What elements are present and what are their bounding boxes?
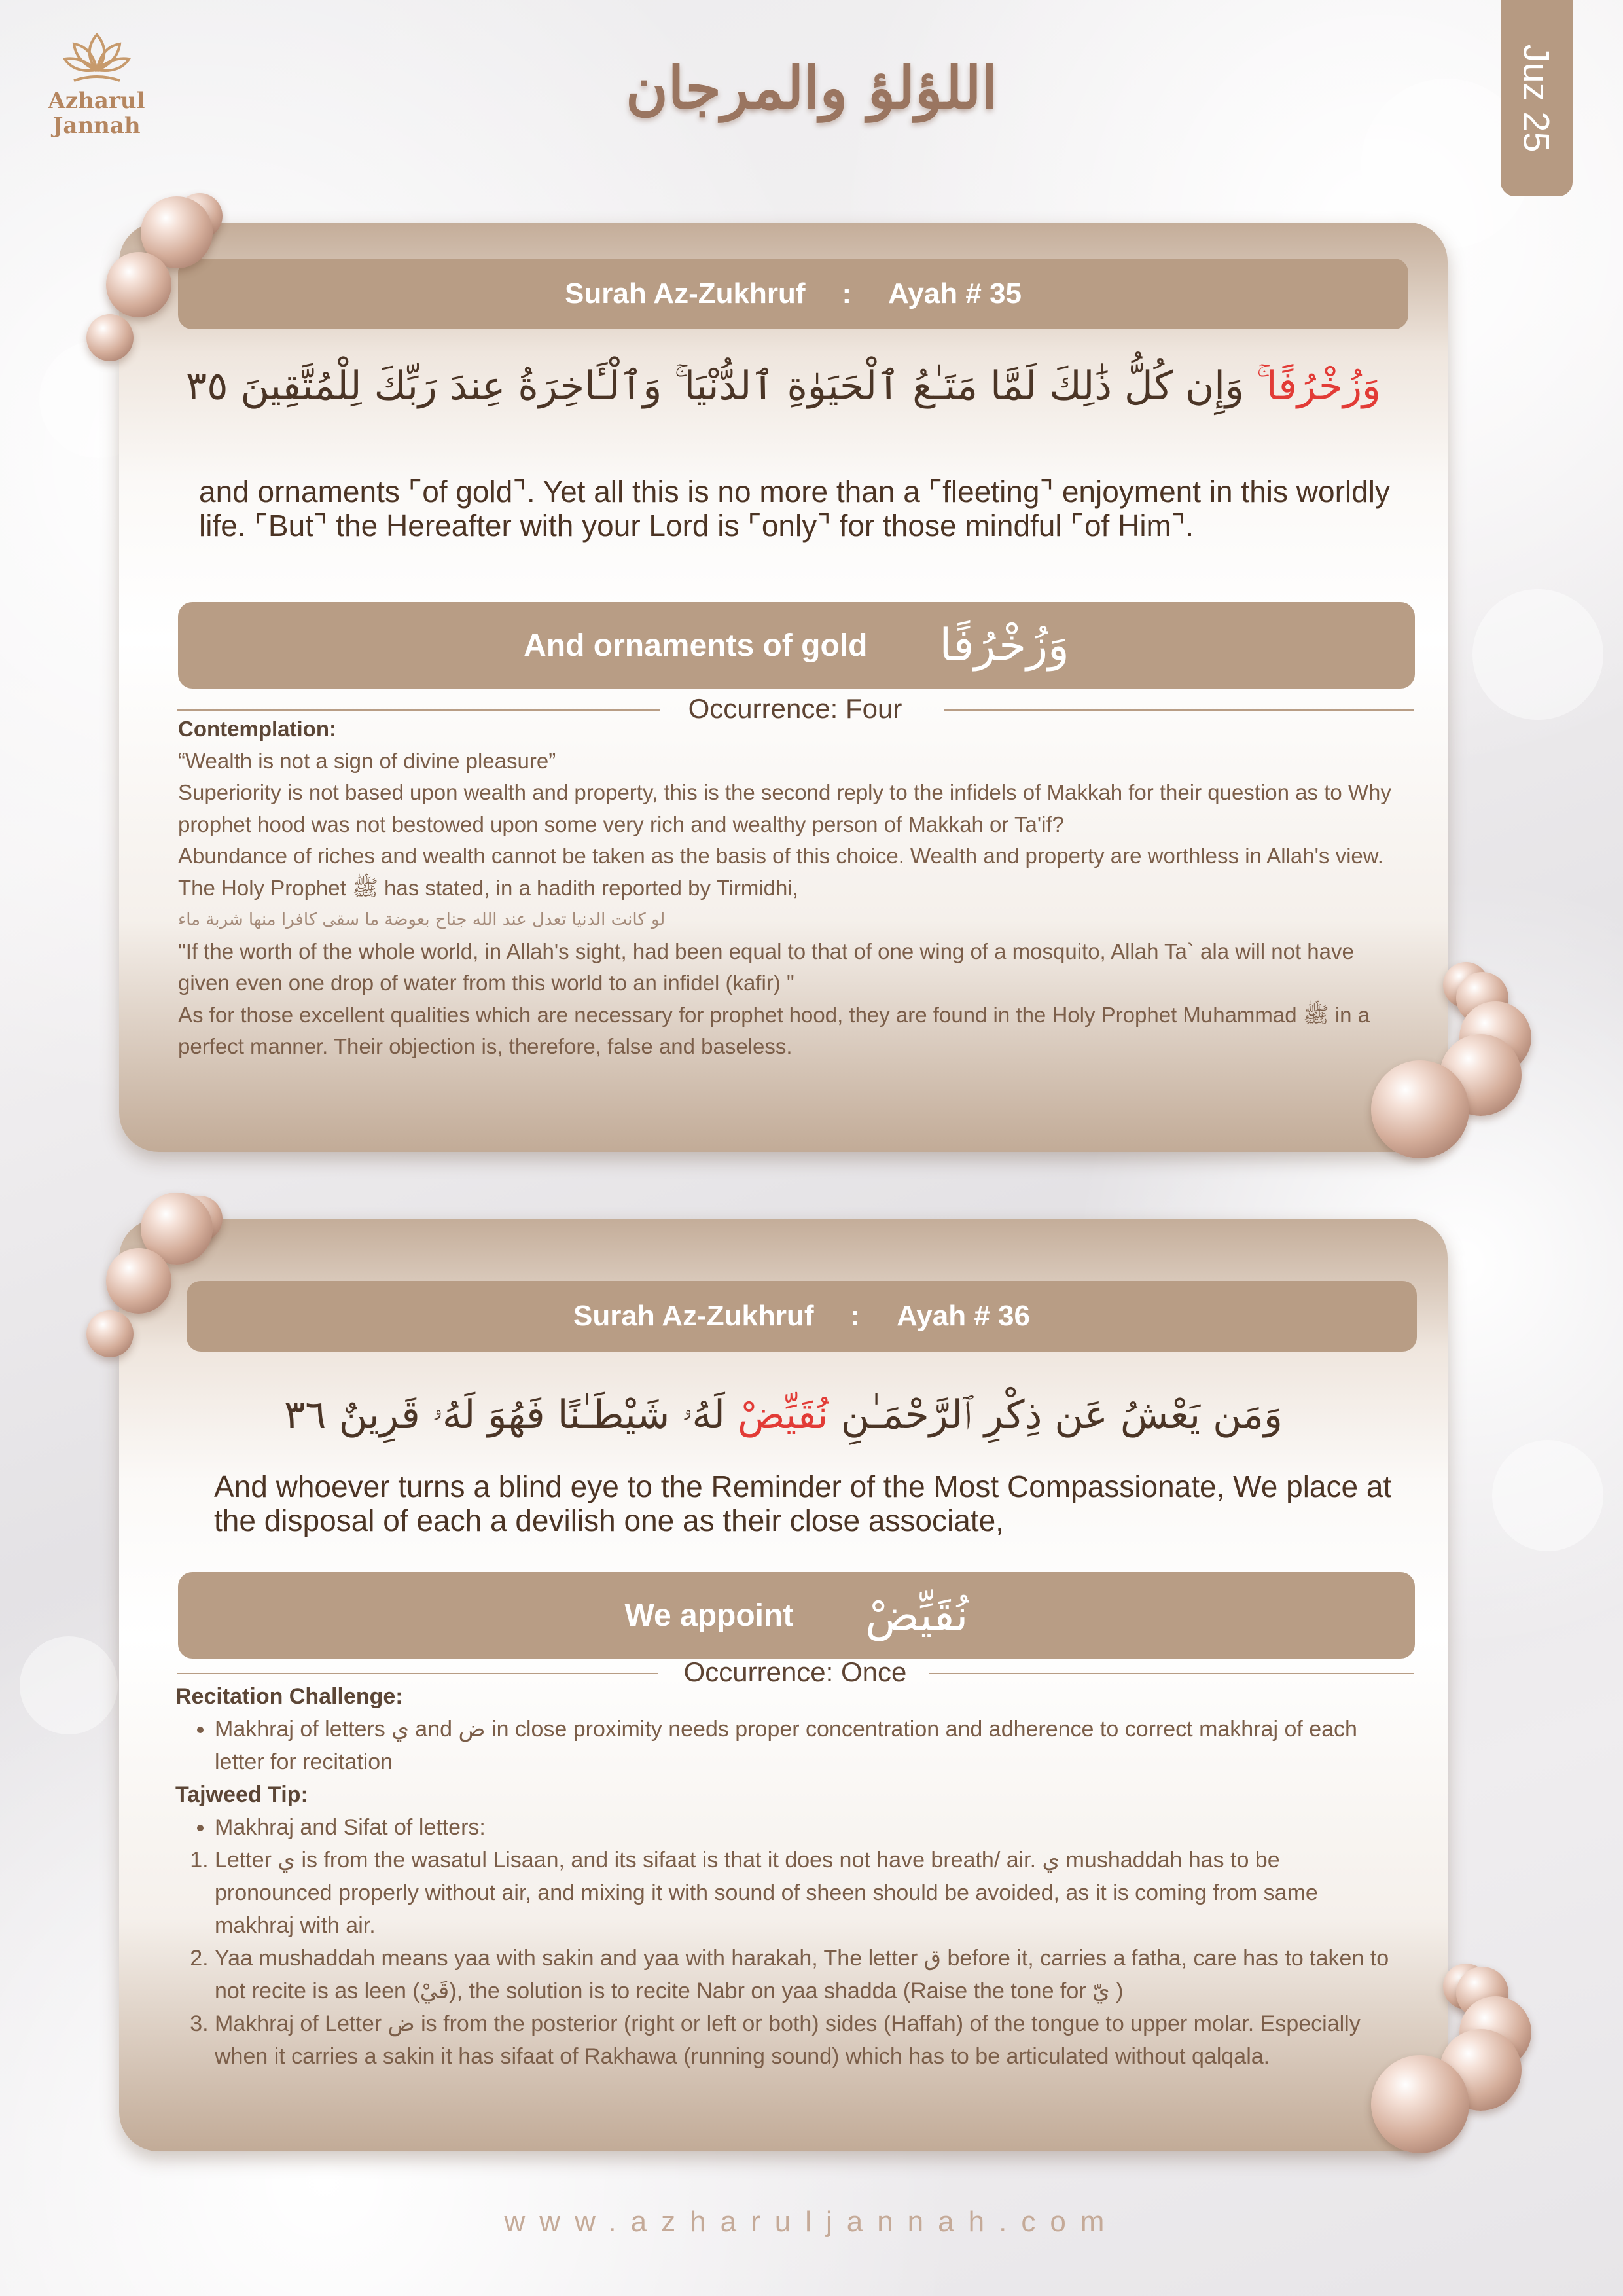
- ayah-translation: and ornaments ⌜of gold⌝. Yet all this is no more than a ⌜fleeting⌝ enjoyment in this worldly life. ⌜But⌝ the Hereafter with your Lord is ⌜only⌝ for those mindful ⌜of Him⌝.: [199, 475, 1390, 543]
- surah-ayah-bar: [178, 259, 1408, 329]
- ayah-arabic-text: [119, 350, 1448, 422]
- contemplation-paragraph: As for those excellent qualities which are necessary for prophet hood, they are found in the Holy Prophet Muhammad ﷺ in a perfect manner. Their objection is, therefore, false and baseless.: [178, 1002, 1370, 1058]
- tajweed-section: [175, 1680, 1399, 2073]
- word-arabic: وَزُخْرُفًا: [939, 619, 1069, 672]
- ayah-arabic-after: لَهُۥ شَيْطَـٰنًا فَهُوَ لَهُۥ قَرِينٌ ٣٦: [284, 1392, 725, 1438]
- occurrence-label: Occurrence: Four: [688, 693, 902, 724]
- pearl-decoration: [1371, 1060, 1469, 1158]
- word-meaning-bar: [178, 1572, 1415, 1659]
- word-meaning-bar: [178, 602, 1415, 689]
- tajweed-point: 2. Yaa mushaddah means yaa with sakin and yaa with harakah, The letter ق before it, carries a fatha, care has to taken to not recite is as leen (قَيْ), the solution is to recite Nabr on yaa shadda (Raise the tone for يّ ): [215, 1942, 1399, 2007]
- juz-label: Juz 25: [1516, 44, 1558, 152]
- word-meaning: We appoint: [624, 1598, 794, 1633]
- surah-ayah-bar: [187, 1281, 1417, 1352]
- ayah-arabic-text: [119, 1379, 1448, 1451]
- pearl-decoration: [86, 1310, 134, 1357]
- tajweed-points: [175, 1844, 1399, 2073]
- ayah-label: Ayah # 35: [888, 278, 1022, 310]
- ayah-label: Ayah # 36: [897, 1300, 1030, 1332]
- pearl-decoration: [106, 252, 171, 317]
- background-bokeh: [1472, 589, 1603, 720]
- surah-label: Surah Az-Zukhruf: [565, 278, 806, 310]
- contemplation-heading: Contemplation:: [178, 717, 336, 741]
- tajweed-point: 1. Letter ي is from the wasatul Lisaan, and its sifaat is that it does not have breath/ air. ي mushaddah has to be pronounced properly without air, and mixing it with sound of sheen should be avoided, as it is coming from same makhraj with air.: [215, 1844, 1399, 1942]
- hadith-arabic: لو كانت الدنيا تعدل عند الله جناح بعوضة ما سقى كافرا منها شربة ماء: [178, 910, 666, 929]
- ayah-arabic-before: وَمَن يَعْشُ عَن ذِكْرِ ٱلرَّحْمَـٰنِ: [840, 1392, 1283, 1438]
- pearl-decoration: [1371, 2055, 1469, 2153]
- page-title: اللؤلؤ والمرجان: [626, 54, 997, 122]
- logo-text-2: Jannah: [52, 113, 141, 139]
- tajweed-bullet: • Makhraj and Sifat of letters:: [215, 1811, 1399, 1844]
- recitation-bullet: • Makhraj of letters ي and ض in close proximity needs proper concentration and adherence to correct makhraj of each letter for recitation: [215, 1713, 1399, 1778]
- ayah-highlight-word: نُقَيِّضْ: [737, 1392, 829, 1438]
- tajweed-heading: Tajweed Tip:: [175, 1782, 308, 1807]
- contemplation-paragraph: Superiority is not based upon wealth and property, this is the second reply to the infidels of Makkah for their question as to Why prophet hood was not bestowed upon some very rich and wealthy person of Makkah or Ta'if?: [178, 780, 1391, 836]
- tajweed-list: [175, 1811, 1399, 1844]
- ayah-translation: And whoever turns a blind eye to the Reminder of the Most Compassionate, We place at the disposal of each a devilish one as their close associate,: [214, 1469, 1392, 1537]
- juz-tab: [1501, 0, 1573, 196]
- contemplation-quote: “Wealth is not a sign of divine pleasure”: [178, 748, 556, 773]
- ayah-arabic-rest: وَإِن كُلُّ ذَٰلِكَ لَمَّا مَتَـٰعُ ٱلْحَيَوٰةِ ٱلدُّنْيَا ۚ وَٱلْـَٔاخِرَةُ عِندَ رَبِّكَ لِلْمُتَّقِينَ ٣٥: [185, 363, 1244, 409]
- footer-url: www.azharuljannah.com: [504, 2206, 1119, 2238]
- separator: :: [850, 1300, 861, 1332]
- background-bokeh: [1492, 1440, 1603, 1551]
- contemplation-section: [178, 713, 1408, 1063]
- surah-label: Surah Az-Zukhruf: [573, 1300, 814, 1332]
- contemplation-paragraph: The Holy Prophet ﷺ has stated, in a hadith reported by Tirmidhi,: [178, 875, 798, 900]
- word-meaning: And ornaments of gold: [524, 628, 868, 663]
- ayah-highlight-word: وَزُخْرُفًا ۚ: [1256, 363, 1382, 409]
- separator: :: [842, 278, 852, 310]
- hadith-translation: "If the worth of the whole world, in Allah's sight, had been equal to that of one wing of a mosquito, Allah Ta` ala will not have given even one drop of water from this world to an infidel (kafir) ": [178, 939, 1354, 995]
- word-arabic: نُقَيِّضْ: [865, 1589, 969, 1641]
- tajweed-point: 3. Makhraj of Letter ض is from the posterior (right or left or both) sides (Haffah) of the tongue to upper molar. Especially when it carries a sakin it has sifaat of Rakhawa (running sound) which has to be articulated without qalqala.: [215, 2007, 1399, 2073]
- pearl-decoration: [106, 1248, 171, 1314]
- background-bokeh: [20, 1636, 118, 1734]
- contemplation-paragraph: Abundance of riches and wealth cannot be taken as the basis of this choice. Wealth and property are worthless in Allah's view.: [178, 844, 1383, 868]
- logo-text-1: Azharul: [48, 88, 145, 114]
- occurrence-label: Occurrence: Once: [683, 1657, 907, 1687]
- recitation-list: [175, 1713, 1399, 1778]
- pearl-decoration: [86, 314, 134, 361]
- recitation-heading: Recitation Challenge:: [175, 1684, 403, 1709]
